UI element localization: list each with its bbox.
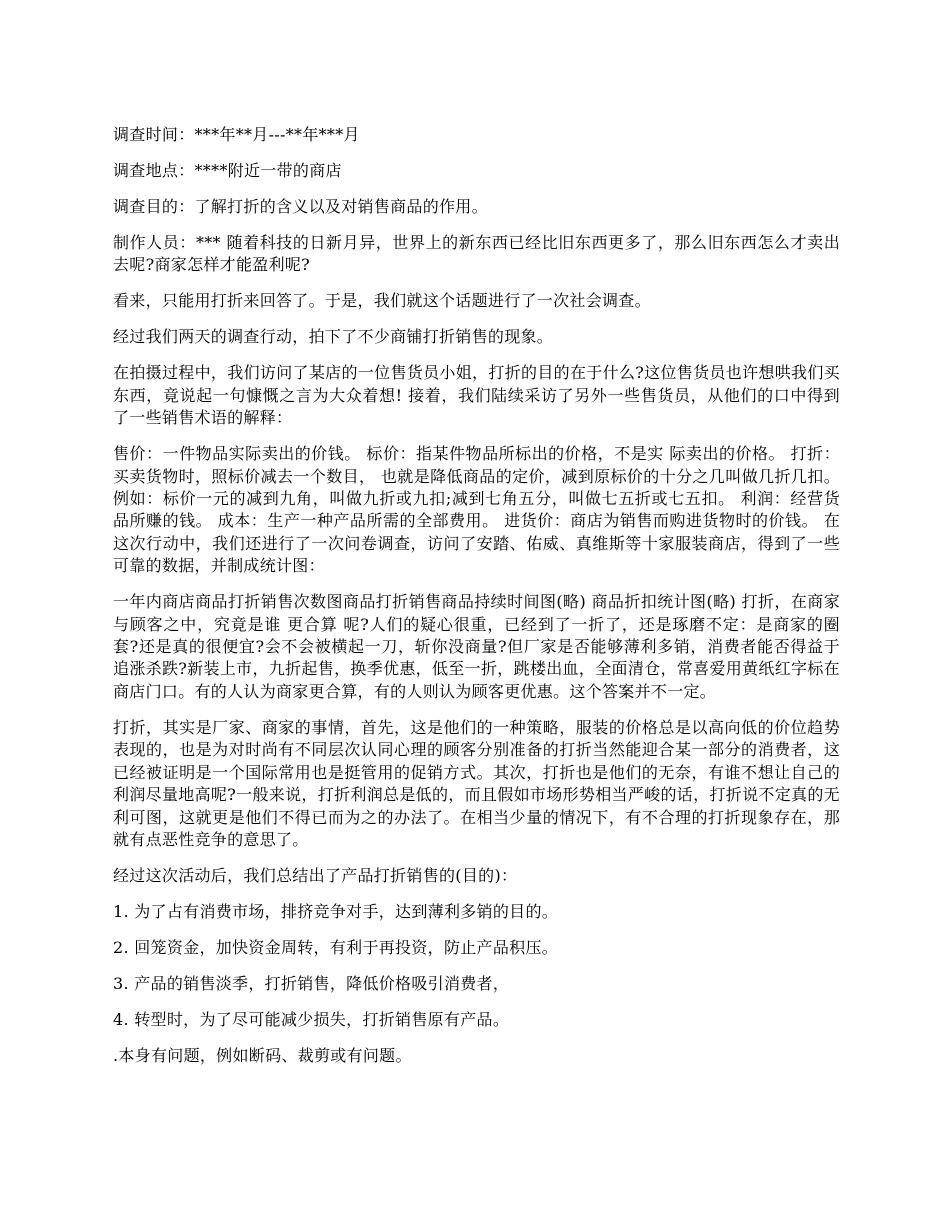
interview-paragraph: 在拍摄过程中，我们访问了某店的一位售货员小姐，打折的目的在于什么?这位售货员也许想哄我们买东西，竟说起一句慷慨之言为大众着想! 接着，我们陆续采访了另外一些售货员，从他们的口中得到了一些销售术语的解释： — [113, 363, 840, 428]
investigation-paragraph: 经过我们两天的调查行动，拍下了不少商铺打折销售的现象。 — [113, 327, 554, 347]
final-note: .本身有问题，例如断码、裁剪或有问题。 — [113, 1045, 412, 1065]
analysis-paragraph: 打折，其实是厂家、商家的事情，首先，这是他们的一种策略，服装的价格总是以高向低的价位趋势表现的，也是为对时尚有不同层次认同心理的顾客分别准备的打折当然能迎合某一部分的消费者，这已经被证明是一个国际常用也是挺管用的促销方式。其次，打折也是他们的无奈，有谁不想让自己的利润尽量地高呢?一般来说，打折利润总是低的，而且假如市场形势相当严峻的话，打折说不定真的无利可图，这就更是他们不得已而为之的办法了。在相当少量的情况下，有不合理的打折现象存在，那就有点恶性竞争的意思了。 — [113, 717, 840, 849]
intro-paragraph: 看来，只能用打折来回答了。于是，我们就这个话题进行了一次社会调查。 — [113, 291, 651, 311]
list-item: 4. 转型时，为了尽可能减少损失，打折销售原有产品。 — [113, 1009, 510, 1029]
survey-location-line: 调查地点：****附近一带的商店 — [113, 161, 342, 180]
survey-purpose-line: 调查目的：了解打折的含义以及对销售商品的作用。 — [113, 197, 488, 216]
survey-time-line: 调查时间：***年**月---**年***月 — [113, 125, 360, 144]
document-body — [113, 124, 840, 1081]
terms-paragraph: 售价：一件物品实际卖出的价钱。 标价：指某件物品所标出的价格，不是实 际卖出的价格。 打折：买卖货物时，照标价减去一个数目， 也就是降低商品的定价，减到原标价的十分之几叫做几折几扣。例如：标价一元的减到九角，叫做九折或九扣;减到七角五分，叫做七五折或七五扣。 利润：经营货品所赚的钱。 成本：生产一种产品所需的全部费用。 进货价：商店为销售而购进货物时的价钱。 在这次行动中，我们还进行了一次问卷调查，访问了安踏、佑威、真维斯等十家服装商店，得到了一些可靠的数据，并制成统计图： — [113, 444, 840, 576]
conclusion-heading: 经过这次活动后，我们总结出了产品打折销售的(目的)： — [113, 865, 518, 885]
list-item: 2. 回笼资金，加快资金周转，有利于再投资，防止产品积压。 — [113, 937, 559, 957]
list-item: 3. 产品的销售淡季，打折销售，降低价格吸引消费者， — [113, 973, 510, 993]
list-item: 1. 为了占有消费市场，排挤竞争对手，达到薄利多销的目的。 — [113, 901, 559, 921]
producer-paragraph: 制作人员：*** 随着科技的日新月异，世界上的新东西已经比旧东西更多了，那么旧东西怎么才卖出去呢?商家怎样才能盈利呢? — [113, 233, 840, 275]
statistics-paragraph: 一年内商店商品打折销售次数图商品打折销售商品持续时间图(略) 商品折扣统计图(略) 打折，在商家与顾客之中，究竟是谁 更合算 呢?人们的疑心很重，已经到了一折了，还是琢磨不定：是商家的圈套?还是真的很便宜?会不会被横起一刀，斩你没商量?但厂家是否能够薄利多销，消费者能否得益于追涨杀跌?新装上市，九折起售，换季优惠，低至一折，跳楼出血，全面清仓，常喜爱用黄纸红字标在商店门口。有的人认为商家更合算，有的人则认为顾客更优惠。这个答案并不一定。 — [113, 592, 840, 701]
